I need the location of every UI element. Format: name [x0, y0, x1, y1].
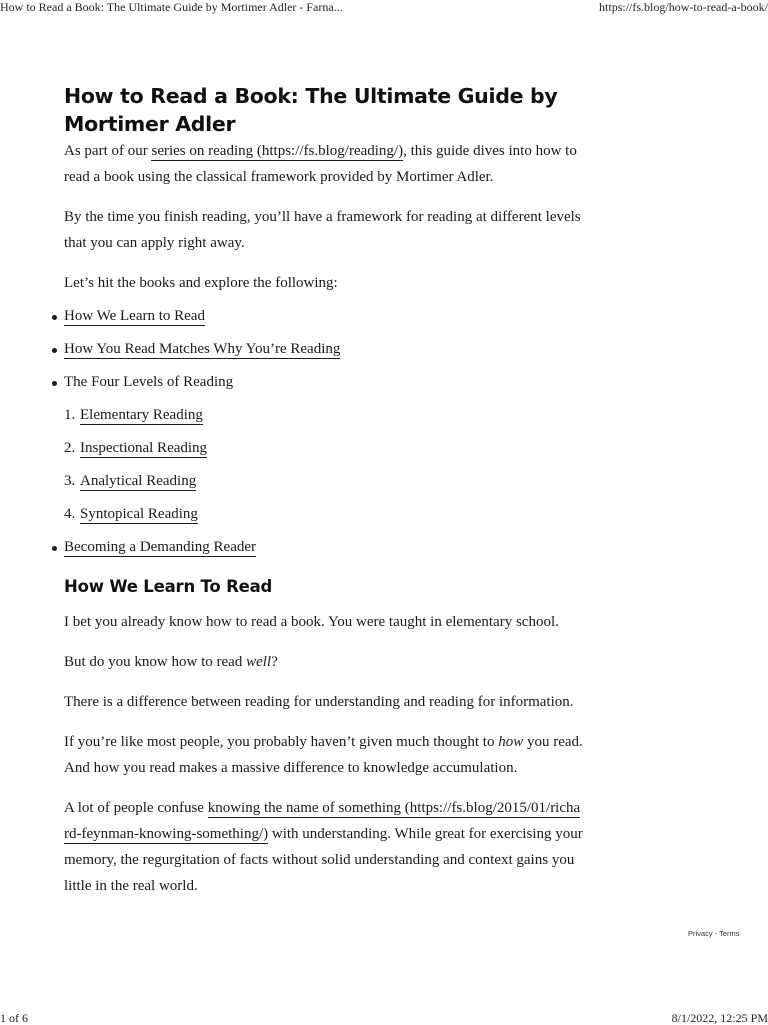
toc-link-analytical[interactable]: Analytical Reading: [80, 473, 197, 489]
toc-link-inspectional[interactable]: Inspectional Reading: [80, 440, 208, 456]
level-item: [64, 501, 584, 527]
level-number: 2.: [64, 440, 76, 456]
toc-item: [64, 369, 584, 395]
toc-link-demanding-reader[interactable]: Becoming a Demanding Reader: [64, 539, 257, 555]
toc-link-syntopical[interactable]: Syntopical Reading: [80, 506, 198, 522]
section-paragraph: I bet you already know how to read a book. You were taught in elementary school.: [64, 614, 559, 630]
print-timestamp: 8/1/2022, 12:25 PM: [671, 1011, 768, 1025]
text: A lot of people confuse: [64, 800, 208, 816]
table-of-contents: [64, 303, 584, 395]
page-counter: 1 of 6: [0, 1011, 28, 1025]
toc-item: [64, 336, 584, 362]
level-item: [64, 468, 584, 494]
framework-paragraph: By the time you finish reading, you’ll have a framework for reading at different levels that you can apply right away.: [64, 209, 581, 251]
toc-item: [64, 303, 584, 329]
intro-text-after: , this guide dives into how to read a book using the classical framework provided by Mortimer Adler.: [64, 143, 577, 185]
level-number: 4.: [64, 506, 76, 522]
toc-link-elementary[interactable]: Elementary Reading: [80, 407, 203, 423]
text: ?: [271, 654, 278, 670]
knowing-name-link[interactable]: knowing the name of something (https://fs.blog/2015/01/richard-feynman-knowing-something/): [64, 800, 581, 842]
section-paragraph: There is a difference between reading for understanding and reading for information.: [64, 694, 574, 710]
level-item: [64, 402, 584, 428]
section-paragraph: [64, 649, 584, 675]
section-heading-how-we-learn: How We Learn To Read: [64, 577, 273, 596]
section-paragraph: [64, 729, 584, 781]
table-of-contents-end: [64, 534, 584, 560]
emphasis-text: well: [246, 654, 272, 670]
toc-item: [64, 534, 584, 560]
level-number: 3.: [64, 473, 76, 489]
level-item: [64, 435, 584, 461]
level-number: 1.: [64, 407, 76, 423]
intro-text-before: As part of our: [64, 143, 152, 159]
intro-paragraph: [64, 138, 584, 190]
article-title: How to Read a Book: The Ultimate Guide by Mortimer Adler: [64, 84, 558, 136]
emphasis-text: how: [498, 734, 524, 750]
text: But do you know how to read: [64, 654, 247, 670]
text: If you’re like most people, you probably haven’t given much thought to: [64, 734, 499, 750]
recaptcha-privacy-terms[interactable]: Privacy - Terms: [688, 929, 740, 938]
series-on-reading-link[interactable]: series on reading (https://fs.blog/reading/): [151, 143, 404, 159]
section-paragraph: [64, 795, 584, 899]
print-page-title: How to Read a Book: The Ultimate Guide by Mortimer Adler - Farna...: [0, 0, 343, 14]
explore-paragraph: Let’s hit the books and explore the following:: [64, 275, 338, 291]
text: with understanding. While great for exercising your memory, the regurgitation of facts without solid understanding and context gains you little in the real world.: [64, 826, 583, 894]
text: you read. And how you read makes a massive difference to knowledge accumulation.: [64, 734, 583, 776]
article: [64, 82, 584, 899]
toc-link-how-you-read[interactable]: How You Read Matches Why You’re Reading: [64, 341, 341, 357]
toc-four-levels-label: The Four Levels of Reading: [64, 374, 234, 390]
toc-link-how-we-learn[interactable]: How We Learn to Read: [64, 308, 205, 324]
print-page-url: https://fs.blog/how-to-read-a-book/: [599, 0, 768, 14]
levels-list: [64, 402, 584, 527]
